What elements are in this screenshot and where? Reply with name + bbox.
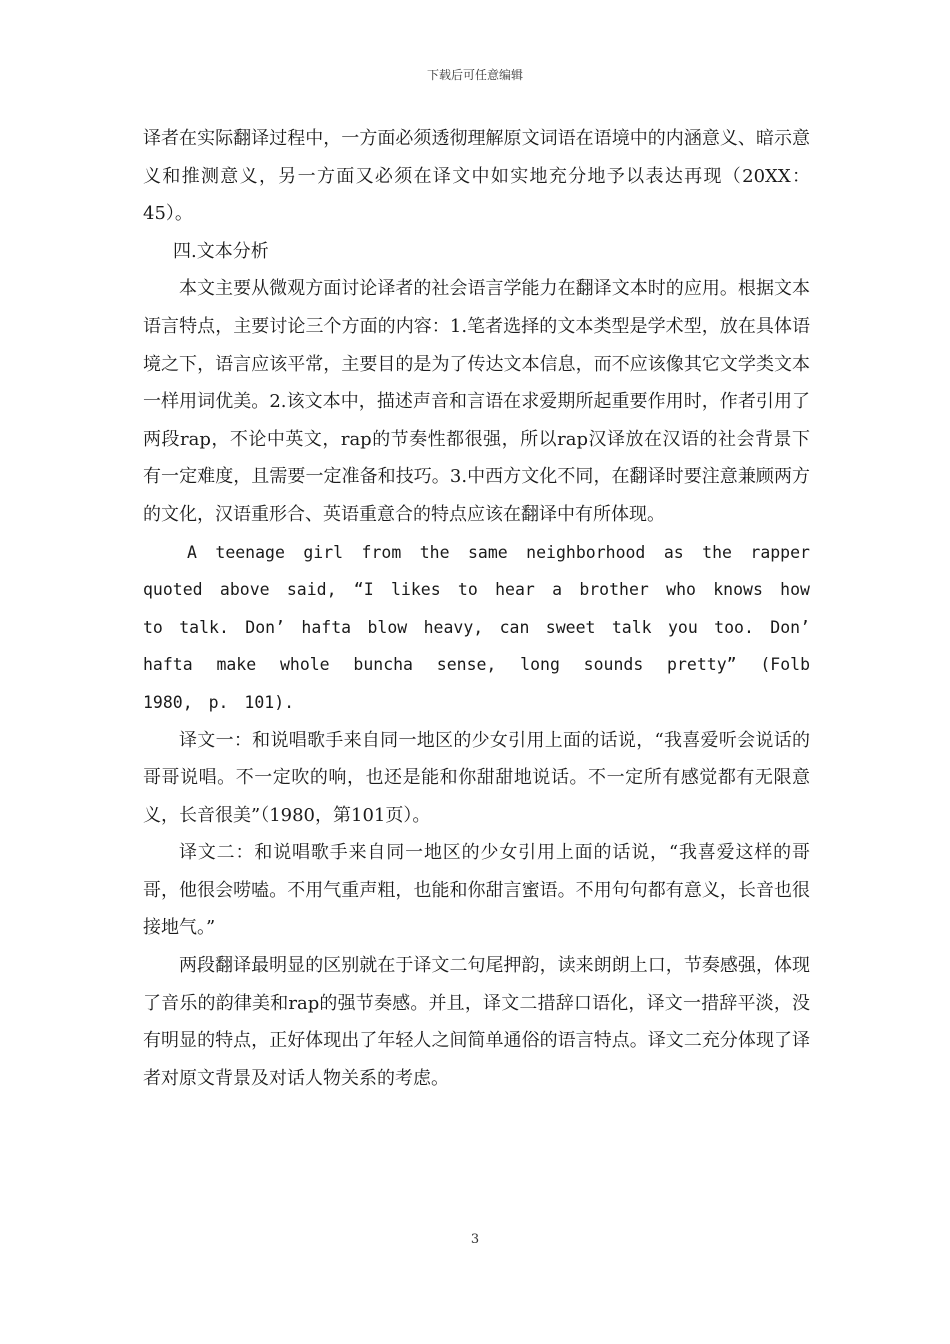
- paragraph-translation-one: 译文一：和说唱歌手来自同一地区的少女引用上面的话说，“我喜爱听会说话的哥哥说唱。不一定吹的响，也还是能和你甜甜地说话。不一定所有感觉都有无限意义，长音很美”（1980，第101页）。: [143, 729, 810, 826]
- paragraph-comparison: 两段翻译最明显的区别就在于译文二句尾押韵，读来朗朗上口，节奏感强，体现了音乐的韵律美和rap的强节奏感。并且，译文二措辞口语化，译文一措辞平淡，没有明显的特点，正好体现出了年轻人之间简单通俗的语言特点。译文二充分体现了译者对原文背景及对话人物关系的考虑。: [143, 955, 810, 1089]
- section-heading-text-analysis: 四.文本分析: [173, 240, 269, 262]
- document-body: [143, 120, 810, 1097]
- paragraph-analysis-intro: 本文主要从微观方面讨论译者的社会语言学能力在翻译文本时的应用。根据文本语言特点，主要讨论三个方面的内容：1.笔者选择的文本类型是学术型，放在具体语境之下，语言应该平常，主要目的是为了传达文本信息，而不应该像其它文学类文本一样用词优美。2.该文本中，描述声音和言语在求爱期所起重要作用时，作者引用了两段rap，不论中英文，rap的节奏性都很强，所以rap汉译放在汉语的社会背景下有一定难度，且需要一定准备和技巧。3.中西方文化不同，在翻译时要注意兼顾两方的文化，汉语重形合、英语重意合的特点应该在翻译中有所体现。: [143, 278, 810, 525]
- page-number: 3: [470, 1232, 480, 1247]
- paragraph-english-quote: A teenage girl from the same neighborhood as the rapper quoted above said, “I likes to hear a brother who knows how to talk. Don’ hafta blow heavy, can sweet talk you too. Don’ hafta make whole buncha sense, long sounds pretty” (Folb 1980, p. 101).: [143, 542, 810, 712]
- paragraph-translation-theory: 译者在实际翻译过程中，一方面必须透彻理解原文词语在语境中的内涵意义、暗示意义和推测意义，另一方面又必须在译文中如实地充分地予以表达再现（20XX：45）。: [143, 128, 810, 225]
- page-header: 下载后可任意编辑: [426, 68, 523, 82]
- paragraph-translation-two: 译文二：和说唱歌手来自同一地区的少女引用上面的话说，“我喜爱这样的哥哥，他很会唠嗑。不用气重声粗，也能和你甜言蜜语。不用句句都有意义，长音也很接地气。”: [143, 842, 810, 939]
